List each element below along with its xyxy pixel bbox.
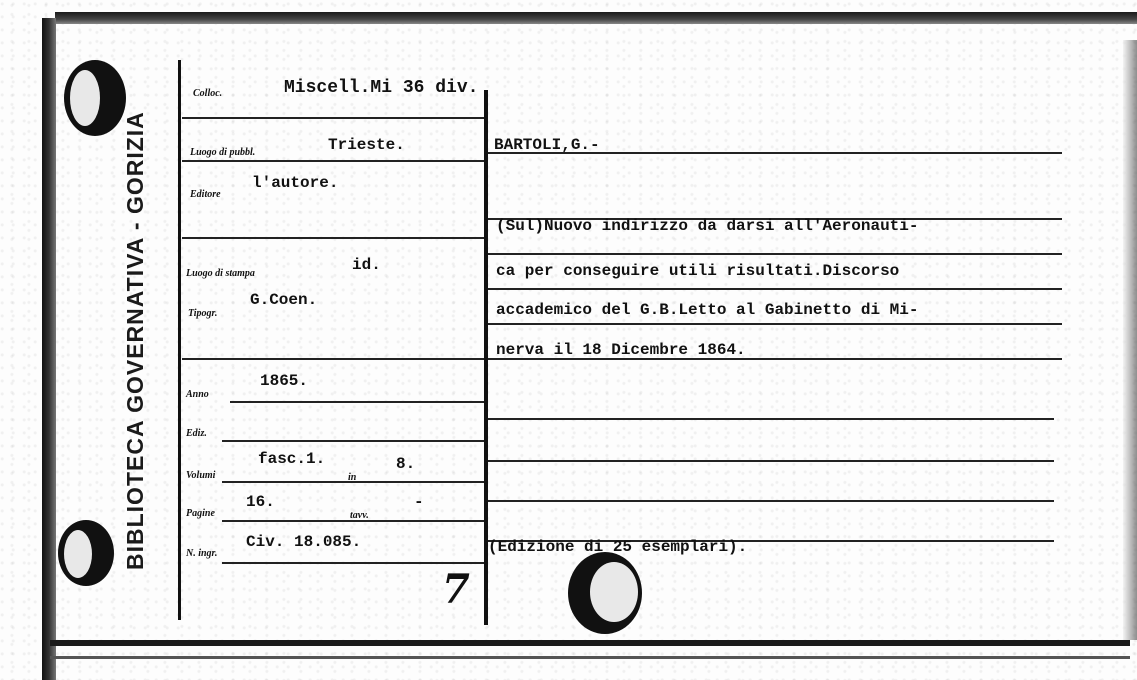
num-ingr-value: Civ. 18.085. <box>246 533 362 551</box>
card-bottom-edge <box>50 640 1130 646</box>
editore-value: l'autore. <box>252 174 339 192</box>
rule-right-9 <box>488 500 1054 502</box>
luogo-pubbl-label: Luogo di pubbl. <box>190 147 256 158</box>
description-line-1: (Sul)Nuovo indirizzo da darsi all'Aeronauti- <box>496 217 919 235</box>
luogo-stampa-value: id. <box>352 256 381 274</box>
collocazione-value: Miscell.Mi 36 div. <box>284 78 479 98</box>
punch-hole-bottom-inner <box>64 530 92 578</box>
collocazione-label: Colloc. <box>193 88 223 99</box>
library-vertical-label: BIBLIOTECA GOVERNATIVA - GORIZIA <box>122 111 148 570</box>
rule-left-5 <box>230 401 484 403</box>
pagine-label: Pagine <box>186 508 215 519</box>
editore-label: Editore <box>190 189 221 200</box>
card-top-edge <box>55 12 1137 24</box>
author-heading: BARTOLI,G.- <box>494 136 600 154</box>
punch-hole-center-inner <box>590 562 638 622</box>
rule-left-6 <box>222 440 484 442</box>
tipografia-label: Tipogr. <box>188 308 218 319</box>
rule-right-8 <box>488 460 1054 462</box>
edizione-label: Ediz. <box>186 428 207 439</box>
volumi-label: Volumi <box>186 470 216 481</box>
rule-left-9 <box>222 562 484 564</box>
tipografia-value: G.Coen. <box>250 291 318 309</box>
rule-right-7 <box>488 418 1054 420</box>
rule-right-5 <box>488 323 1062 325</box>
luogo-stampa-label: Luogo di stampa <box>186 268 255 279</box>
volumi-in-label: in <box>348 472 357 483</box>
num-ingr-label: N. ingr. <box>186 548 218 559</box>
tavv-value: - <box>414 493 424 511</box>
card-bottom-edge-line <box>50 656 1130 659</box>
pagine-value: 16. <box>246 493 275 511</box>
luogo-pubbl-value: Trieste. <box>328 136 405 154</box>
left-column-rule <box>178 60 181 620</box>
rule-left-4 <box>182 358 484 360</box>
punch-hole-top-inner <box>70 70 100 126</box>
card-right-edge <box>1123 40 1137 640</box>
description-line-4: nerva il 18 Dicembre 1864. <box>496 341 746 359</box>
description-line-3: accademico del G.B.Letto al Gabinetto di Mi- <box>496 301 919 319</box>
anno-value: 1865. <box>260 372 309 390</box>
volumi-value: fasc.1. <box>258 450 326 468</box>
tavv-label: tavv. <box>350 510 369 521</box>
description-line-2: ca per conseguire utili risultati.Discorso <box>496 262 900 280</box>
rule-left-1 <box>182 117 484 119</box>
volumi-in-value: 8. <box>396 455 416 473</box>
rule-left-3 <box>182 237 484 239</box>
card-left-edge <box>42 18 56 680</box>
rule-right-3 <box>488 253 1062 255</box>
rule-left-2 <box>182 160 484 162</box>
page-number: 7 <box>442 566 470 613</box>
anno-label: Anno <box>186 389 209 400</box>
edition-note: (Edizione di 25 esemplari). <box>488 538 748 556</box>
rule-right-4 <box>488 288 1062 290</box>
